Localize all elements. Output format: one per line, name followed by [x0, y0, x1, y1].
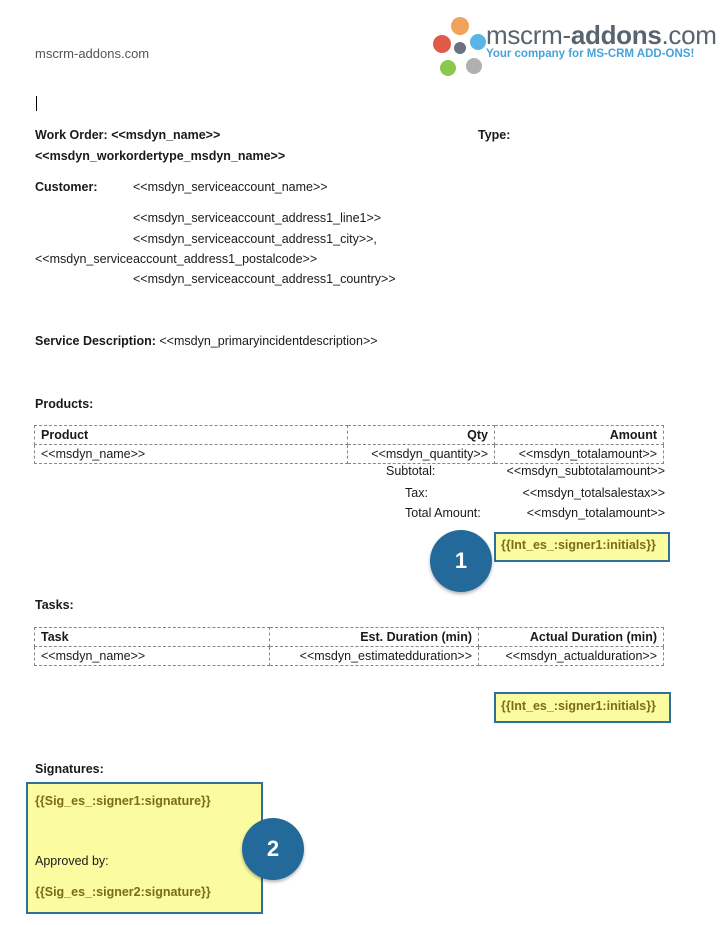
work-order-name-field: <<msdyn_name>>	[111, 128, 221, 142]
work-order-label: Work Order:	[35, 128, 108, 142]
customer-city: <<msdyn_serviceaccount_address1_city>>,	[133, 232, 377, 246]
customer-label: Customer:	[35, 180, 98, 194]
customer-country: <<msdyn_serviceaccount_address1_country>>	[133, 272, 396, 286]
text-cursor	[36, 96, 37, 111]
callout-badge-1: 1	[430, 530, 492, 592]
table-row	[35, 445, 664, 464]
column-header-est-duration: Est. Duration (min)	[270, 628, 479, 647]
column-header-qty: Qty	[348, 426, 495, 445]
column-header-amount: Amount	[495, 426, 664, 445]
service-description-label: Service Description:	[35, 334, 156, 348]
products-table	[34, 425, 664, 464]
column-header-actual-duration: Actual Duration (min)	[479, 628, 664, 647]
signer2-signature-tag[interactable]: {{Sig_es_:signer2:signature}}	[35, 885, 211, 899]
tasks-title: Tasks:	[35, 598, 74, 612]
subtotal-label: Subtotal:	[386, 464, 436, 478]
service-description	[35, 334, 378, 348]
work-order-type-field: <<msdyn_workordertype_msdyn_name>>	[35, 149, 286, 163]
total-amount-value: <<msdyn_totalamount>>	[526, 506, 665, 520]
total-amount-label: Total Amount:	[405, 506, 481, 520]
products-title: Products:	[35, 397, 94, 411]
site-text: mscrm-addons.com	[35, 46, 150, 61]
signatures-title: Signatures:	[35, 762, 104, 776]
logo-molecule-icon	[428, 16, 492, 82]
task-est-duration-cell: <<msdyn_estimatedduration>>	[270, 647, 479, 666]
product-name-cell: <<msdyn_name>>	[35, 445, 348, 464]
column-header-product: Product	[35, 426, 348, 445]
initials-tag-tasks[interactable]: {{Int_es_:signer1:initials}}	[494, 692, 671, 723]
company-logo	[428, 16, 718, 82]
approved-by-label: Approved by:	[35, 854, 109, 868]
table-row	[35, 647, 664, 666]
type-label: Type:	[478, 128, 511, 142]
table-header-row	[35, 628, 664, 647]
customer-address-line1: <<msdyn_serviceaccount_address1_line1>>	[133, 211, 382, 225]
signature-block[interactable]	[26, 782, 263, 914]
product-amount-cell: <<msdyn_totalamount>>	[495, 445, 664, 464]
callout-badge-2: 2	[242, 818, 304, 880]
table-header-row	[35, 426, 664, 445]
work-order-line	[35, 128, 220, 142]
logo-tagline: Your company for MS-CRM ADD-ONS!	[486, 48, 695, 60]
initials-tag-products[interactable]: {{Int_es_:signer1:initials}}	[494, 532, 670, 562]
tax-value: <<msdyn_totalsalestax>>	[522, 486, 665, 500]
service-description-field: <<msdyn_primaryincidentdescription>>	[159, 334, 378, 348]
signer1-signature-tag[interactable]: {{Sig_es_:signer1:signature}}	[35, 794, 211, 808]
customer-postalcode: <<msdyn_serviceaccount_address1_postalcode>>	[35, 252, 318, 266]
logo-name: mscrm-addons.com	[486, 20, 717, 50]
tax-label: Tax:	[405, 486, 428, 500]
customer-name-field: <<msdyn_serviceaccount_name>>	[133, 180, 328, 194]
task-actual-duration-cell: <<msdyn_actualduration>>	[479, 647, 664, 666]
product-qty-cell: <<msdyn_quantity>>	[348, 445, 495, 464]
task-name-cell: <<msdyn_name>>	[35, 647, 270, 666]
subtotal-value: <<msdyn_subtotalamount>>	[506, 464, 665, 478]
tasks-table	[34, 627, 664, 666]
column-header-task: Task	[35, 628, 270, 647]
